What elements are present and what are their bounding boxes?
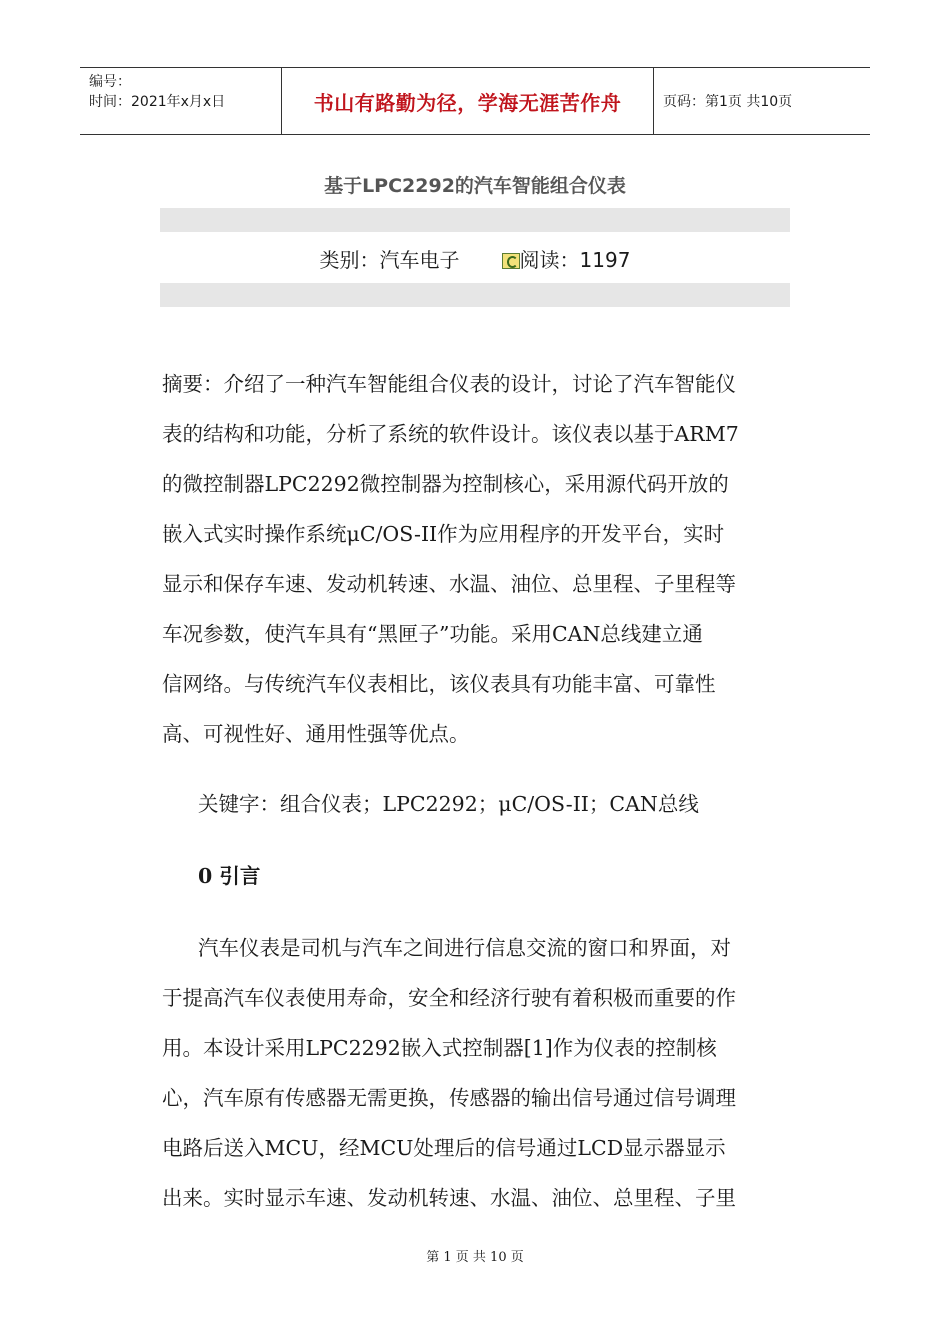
article-meta xyxy=(0,244,950,273)
abstract-line: 信网络。与传统汽车仪表相比，该仪表具有功能丰富、可靠性 xyxy=(162,672,716,696)
time-label: 时间：2021年x月x日 xyxy=(89,94,226,110)
divider-bar-top xyxy=(160,208,790,232)
intro-line: 电路后送入MCU，经MCU处理后的信号通过LCD显示器显示 xyxy=(162,1136,726,1160)
abstract-line: 高、可视性好、通用性强等优点。 xyxy=(162,722,470,746)
header-motto-cell xyxy=(282,68,654,134)
abstract-line: 显示和保存车速、发动机转速、水温、油位、总里程、子里程等 xyxy=(162,572,736,596)
abstract-line: 嵌入式实时操作系统μC/OS-II作为应用程序的开发平台，实时 xyxy=(162,522,725,546)
header-page-cell xyxy=(654,68,870,134)
intro-line: 出来。实时显示车速、发动机转速、水温、油位、总里程、子里 xyxy=(162,1186,736,1210)
intro-line: 于提高汽车仪表使用寿命，安全和经济行驶有着积极而重要的作 xyxy=(162,986,736,1010)
read-label: 阅读： xyxy=(519,248,580,272)
intro-paragraph xyxy=(162,923,792,1223)
intro-line: 汽车仪表是司机与汽车之间进行信息交流的窗口和界面，对 xyxy=(198,936,731,960)
page-header xyxy=(80,67,870,135)
page-footer: 第 1 页 共 10 页 xyxy=(426,1250,524,1265)
section-heading-text: 0 引言 xyxy=(198,864,261,888)
divider-bar-bottom xyxy=(160,283,790,307)
read-count: 1197 xyxy=(579,248,631,272)
number-label: 编号： xyxy=(89,74,131,90)
abstract-line: 车况参数，使汽车具有“黑匣子”功能。采用CAN总线建立通 xyxy=(162,622,703,646)
header-info-cell xyxy=(80,68,282,134)
page-info: 页码：第1页 共10页 xyxy=(663,94,793,110)
section-heading xyxy=(162,851,792,901)
motto-text: 书山有路勤为径，学海无涯苦作舟 xyxy=(313,90,622,115)
abstract-line: 的微控制器LPC2292微控制器为控制核心，采用源代码开放的 xyxy=(162,472,729,496)
keywords-line xyxy=(162,779,792,829)
intro-line: 心，汽车原有传感器无需更换，传感器的输出信号通过信号调理 xyxy=(162,1086,736,1110)
category-label: 类别：汽车电子 xyxy=(319,248,460,272)
refresh-document-icon xyxy=(502,253,520,269)
keywords-text: 关键字：组合仪表；LPC2292；μC/OS-II；CAN总线 xyxy=(198,792,699,816)
abstract-line: 摘要：介绍了一种汽车智能组合仪表的设计，讨论了汽车智能仪 xyxy=(162,372,736,396)
article-title: 基于LPC2292的汽车智能组合仪表 xyxy=(324,175,626,197)
intro-line: 用。本设计采用LPC2292嵌入式控制器[1]作为仪表的控制核 xyxy=(162,1036,717,1060)
abstract-paragraph xyxy=(162,359,792,759)
abstract-line: 表的结构和功能，分析了系统的软件设计。该仪表以基于ARM7 xyxy=(162,422,739,446)
